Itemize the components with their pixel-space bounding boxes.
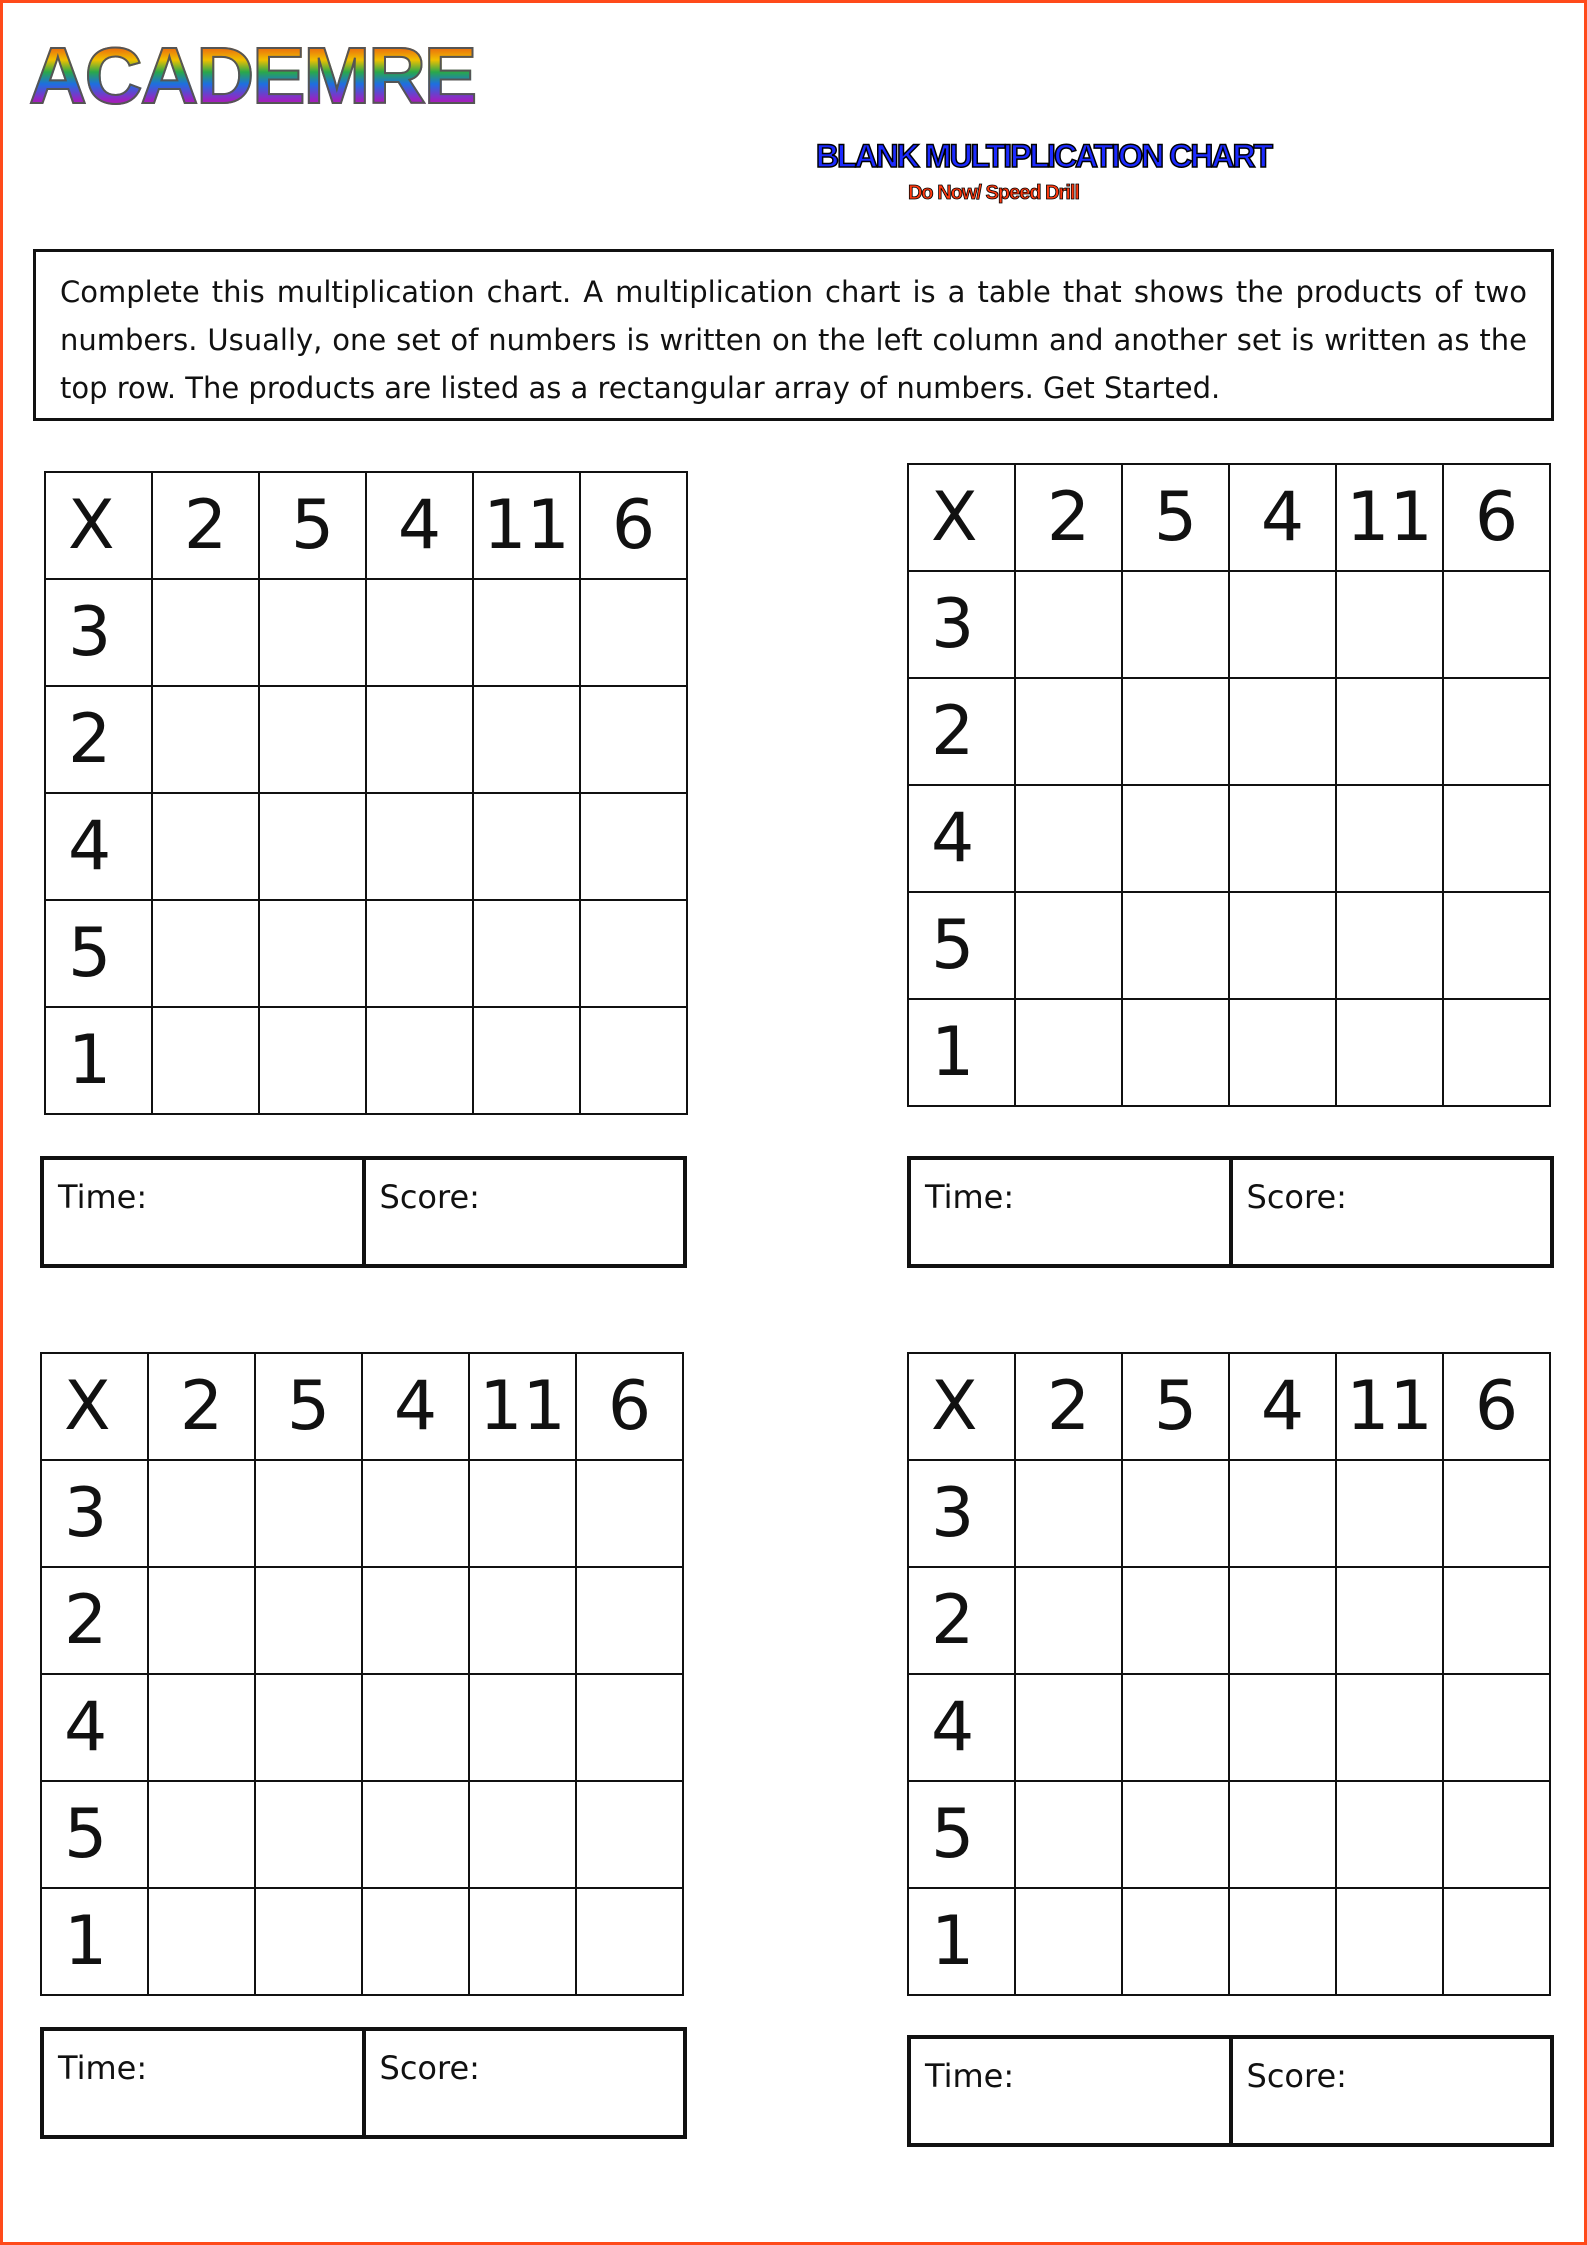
answer-cell[interactable] <box>362 1888 469 1995</box>
answer-cell[interactable] <box>152 1007 259 1114</box>
column-header: 11 <box>1336 464 1443 571</box>
column-header: 5 <box>1122 464 1229 571</box>
worksheet-subtitle: Do Now/ Speed Drill <box>907 182 1080 204</box>
answer-cell[interactable] <box>1015 1888 1122 1995</box>
answer-cell[interactable] <box>148 1674 255 1781</box>
multiplication-chart-4 <box>907 1352 1551 1996</box>
answer-cell[interactable] <box>576 1888 683 1995</box>
answer-cell[interactable] <box>1336 1460 1443 1567</box>
table-row <box>45 686 687 793</box>
corner-x: X <box>908 464 1015 571</box>
column-header: 2 <box>1015 1353 1122 1460</box>
row-header: 4 <box>908 785 1015 892</box>
answer-cell[interactable] <box>1443 1567 1550 1674</box>
table-row <box>41 1674 683 1781</box>
answer-cell[interactable] <box>1122 785 1229 892</box>
row-header: 5 <box>41 1781 148 1888</box>
row-header: 3 <box>908 571 1015 678</box>
answer-cell[interactable] <box>469 1460 576 1567</box>
answer-cell[interactable] <box>366 579 473 686</box>
row-header: 2 <box>41 1567 148 1674</box>
answer-cell[interactable] <box>576 1674 683 1781</box>
instructions-box: Complete this multiplication chart. A multiplication chart is a table that shows the products of two numbers. Usually, one set of numbers is written on the left column and another set is written as the top row. The products are listed as a rectangular array of numbers. Get Started. <box>33 249 1554 421</box>
corner-x: X <box>45 472 152 579</box>
answer-cell[interactable] <box>469 1888 576 1995</box>
answer-cell[interactable] <box>1229 892 1336 999</box>
answer-cell[interactable] <box>469 1674 576 1781</box>
table-row <box>45 900 687 1007</box>
header-row <box>45 472 687 579</box>
answer-cell[interactable] <box>1015 678 1122 785</box>
table-row <box>908 785 1550 892</box>
answer-cell[interactable] <box>473 1007 580 1114</box>
column-header: 5 <box>1122 1353 1229 1460</box>
answer-cell[interactable] <box>576 1460 683 1567</box>
time-field[interactable]: Time: <box>44 1160 366 1264</box>
column-header: 6 <box>576 1353 683 1460</box>
answer-cell[interactable] <box>255 1674 362 1781</box>
answer-cell[interactable] <box>362 1781 469 1888</box>
row-header: 4 <box>45 793 152 900</box>
answer-cell[interactable] <box>1229 1888 1336 1995</box>
row-header: 1 <box>41 1888 148 1995</box>
answer-cell[interactable] <box>1336 571 1443 678</box>
answer-cell[interactable] <box>1229 999 1336 1106</box>
time-score-box-2 <box>907 1156 1554 1268</box>
answer-cell[interactable] <box>366 900 473 1007</box>
answer-cell[interactable] <box>580 579 687 686</box>
table-row <box>41 1567 683 1674</box>
column-header: 6 <box>1443 464 1550 571</box>
row-header: 5 <box>45 900 152 1007</box>
time-score-box-1 <box>40 1156 687 1268</box>
time-field[interactable]: Time: <box>911 1160 1233 1264</box>
column-header: 2 <box>1015 464 1122 571</box>
answer-cell[interactable] <box>1122 1674 1229 1781</box>
score-field[interactable]: Score: <box>1246 1178 1347 1216</box>
answer-cell[interactable] <box>148 1460 255 1567</box>
answer-cell[interactable] <box>1015 785 1122 892</box>
column-header: 2 <box>152 472 259 579</box>
answer-cell[interactable] <box>1229 785 1336 892</box>
answer-cell[interactable] <box>255 1888 362 1995</box>
row-header: 2 <box>45 686 152 793</box>
answer-cell[interactable] <box>255 1460 362 1567</box>
answer-cell[interactable] <box>362 1460 469 1567</box>
answer-cell[interactable] <box>1336 892 1443 999</box>
answer-cell[interactable] <box>469 1567 576 1674</box>
table-row <box>908 1781 1550 1888</box>
answer-cell[interactable] <box>1015 1781 1122 1888</box>
answer-cell[interactable] <box>1015 1567 1122 1674</box>
column-header: 4 <box>362 1353 469 1460</box>
multiplication-chart-2 <box>907 463 1551 1107</box>
answer-cell[interactable] <box>473 793 580 900</box>
answer-cell[interactable] <box>259 793 366 900</box>
answer-cell[interactable] <box>366 1007 473 1114</box>
answer-cell[interactable] <box>259 579 366 686</box>
row-header: 5 <box>908 892 1015 999</box>
answer-cell[interactable] <box>1443 785 1550 892</box>
answer-cell[interactable] <box>1015 1674 1122 1781</box>
time-field[interactable]: Time: <box>44 2031 366 2135</box>
answer-cell[interactable] <box>152 579 259 686</box>
answer-cell[interactable] <box>1443 1781 1550 1888</box>
answer-cell[interactable] <box>148 1567 255 1674</box>
answer-cell[interactable] <box>1336 1888 1443 1995</box>
academre-logo: ACADEMRE <box>29 31 476 120</box>
answer-cell[interactable] <box>1443 571 1550 678</box>
table-row <box>45 1007 687 1114</box>
answer-cell[interactable] <box>148 1781 255 1888</box>
column-header: 2 <box>148 1353 255 1460</box>
answer-cell[interactable] <box>259 686 366 793</box>
answer-cell[interactable] <box>366 686 473 793</box>
time-score-box-4 <box>907 2035 1554 2147</box>
answer-cell[interactable] <box>1229 571 1336 678</box>
answer-cell[interactable] <box>366 793 473 900</box>
row-header: 3 <box>41 1460 148 1567</box>
answer-cell[interactable] <box>580 793 687 900</box>
answer-cell[interactable] <box>1122 571 1229 678</box>
header-row <box>908 464 1550 571</box>
answer-cell[interactable] <box>576 1781 683 1888</box>
column-header: 11 <box>469 1353 576 1460</box>
answer-cell[interactable] <box>469 1781 576 1888</box>
answer-cell[interactable] <box>1336 1781 1443 1888</box>
answer-cell[interactable] <box>1443 1460 1550 1567</box>
answer-cell[interactable] <box>1122 1567 1229 1674</box>
row-header: 1 <box>908 999 1015 1106</box>
column-header: 6 <box>1443 1353 1550 1460</box>
answer-cell[interactable] <box>1229 1674 1336 1781</box>
answer-cell[interactable] <box>1229 1567 1336 1674</box>
row-header: 3 <box>908 1460 1015 1567</box>
table-row <box>45 579 687 686</box>
table-row <box>908 1460 1550 1567</box>
answer-cell[interactable] <box>1122 1460 1229 1567</box>
time-field[interactable]: Time: <box>911 2039 1233 2143</box>
row-header: 2 <box>908 1567 1015 1674</box>
table-row <box>908 1567 1550 1674</box>
answer-cell[interactable] <box>1122 999 1229 1106</box>
time-score-box-3 <box>40 2027 687 2139</box>
score-field[interactable]: Score: <box>1246 2057 1347 2095</box>
corner-x: X <box>41 1353 148 1460</box>
answer-cell[interactable] <box>259 1007 366 1114</box>
answer-cell[interactable] <box>255 1567 362 1674</box>
answer-cell[interactable] <box>152 793 259 900</box>
answer-cell[interactable] <box>1015 1460 1122 1567</box>
answer-cell[interactable] <box>1229 1460 1336 1567</box>
row-header: 5 <box>908 1781 1015 1888</box>
answer-cell[interactable] <box>1122 1888 1229 1995</box>
table-row <box>45 793 687 900</box>
answer-cell[interactable] <box>152 686 259 793</box>
answer-cell[interactable] <box>255 1781 362 1888</box>
row-header: 2 <box>908 678 1015 785</box>
answer-cell[interactable] <box>580 900 687 1007</box>
score-field[interactable]: Score: <box>379 1178 480 1216</box>
answer-cell[interactable] <box>1443 678 1550 785</box>
table-row <box>908 1674 1550 1781</box>
answer-cell[interactable] <box>1336 999 1443 1106</box>
table-row <box>908 892 1550 999</box>
answer-cell[interactable] <box>1122 892 1229 999</box>
multiplication-chart-1 <box>44 471 688 1115</box>
answer-cell[interactable] <box>148 1888 255 1995</box>
row-header: 1 <box>45 1007 152 1114</box>
answer-cell[interactable] <box>473 579 580 686</box>
answer-cell[interactable] <box>1015 571 1122 678</box>
row-header: 3 <box>45 579 152 686</box>
score-field[interactable]: Score: <box>379 2049 480 2087</box>
answer-cell[interactable] <box>1015 999 1122 1106</box>
column-header: 11 <box>473 472 580 579</box>
answer-cell[interactable] <box>580 1007 687 1114</box>
answer-cell[interactable] <box>473 900 580 1007</box>
column-header: 6 <box>580 472 687 579</box>
column-header: 11 <box>1336 1353 1443 1460</box>
answer-cell[interactable] <box>1229 1781 1336 1888</box>
row-header: 1 <box>908 1888 1015 1995</box>
answer-cell[interactable] <box>1336 1674 1443 1781</box>
answer-cell[interactable] <box>1122 678 1229 785</box>
answer-cell[interactable] <box>1336 678 1443 785</box>
answer-cell[interactable] <box>576 1567 683 1674</box>
worksheet-title: BLANK MULTIPLICATION CHART <box>815 138 1272 174</box>
table-row <box>41 1460 683 1567</box>
column-header: 4 <box>366 472 473 579</box>
table-row <box>908 678 1550 785</box>
answer-cell[interactable] <box>152 900 259 1007</box>
table-row <box>908 999 1550 1106</box>
answer-cell[interactable] <box>362 1567 469 1674</box>
answer-cell[interactable] <box>1336 785 1443 892</box>
row-header: 4 <box>908 1674 1015 1781</box>
row-header: 4 <box>41 1674 148 1781</box>
answer-cell[interactable] <box>1443 1888 1550 1995</box>
column-header: 5 <box>255 1353 362 1460</box>
answer-cell[interactable] <box>1229 678 1336 785</box>
answer-cell[interactable] <box>362 1674 469 1781</box>
answer-cell[interactable] <box>1443 892 1550 999</box>
table-row <box>908 571 1550 678</box>
corner-x: X <box>908 1353 1015 1460</box>
table-row <box>908 1888 1550 1995</box>
answer-cell[interactable] <box>1443 999 1550 1106</box>
header-row <box>908 1353 1550 1460</box>
multiplication-chart-3 <box>40 1352 684 1996</box>
header-row <box>41 1353 683 1460</box>
column-header: 5 <box>259 472 366 579</box>
table-row <box>41 1888 683 1995</box>
answer-cell[interactable] <box>1015 892 1122 999</box>
column-header: 4 <box>1229 464 1336 571</box>
table-row <box>41 1781 683 1888</box>
answer-cell[interactable] <box>1122 1781 1229 1888</box>
answer-cell[interactable] <box>1336 1567 1443 1674</box>
answer-cell[interactable] <box>580 686 687 793</box>
answer-cell[interactable] <box>1443 1674 1550 1781</box>
answer-cell[interactable] <box>259 900 366 1007</box>
answer-cell[interactable] <box>473 686 580 793</box>
column-header: 4 <box>1229 1353 1336 1460</box>
